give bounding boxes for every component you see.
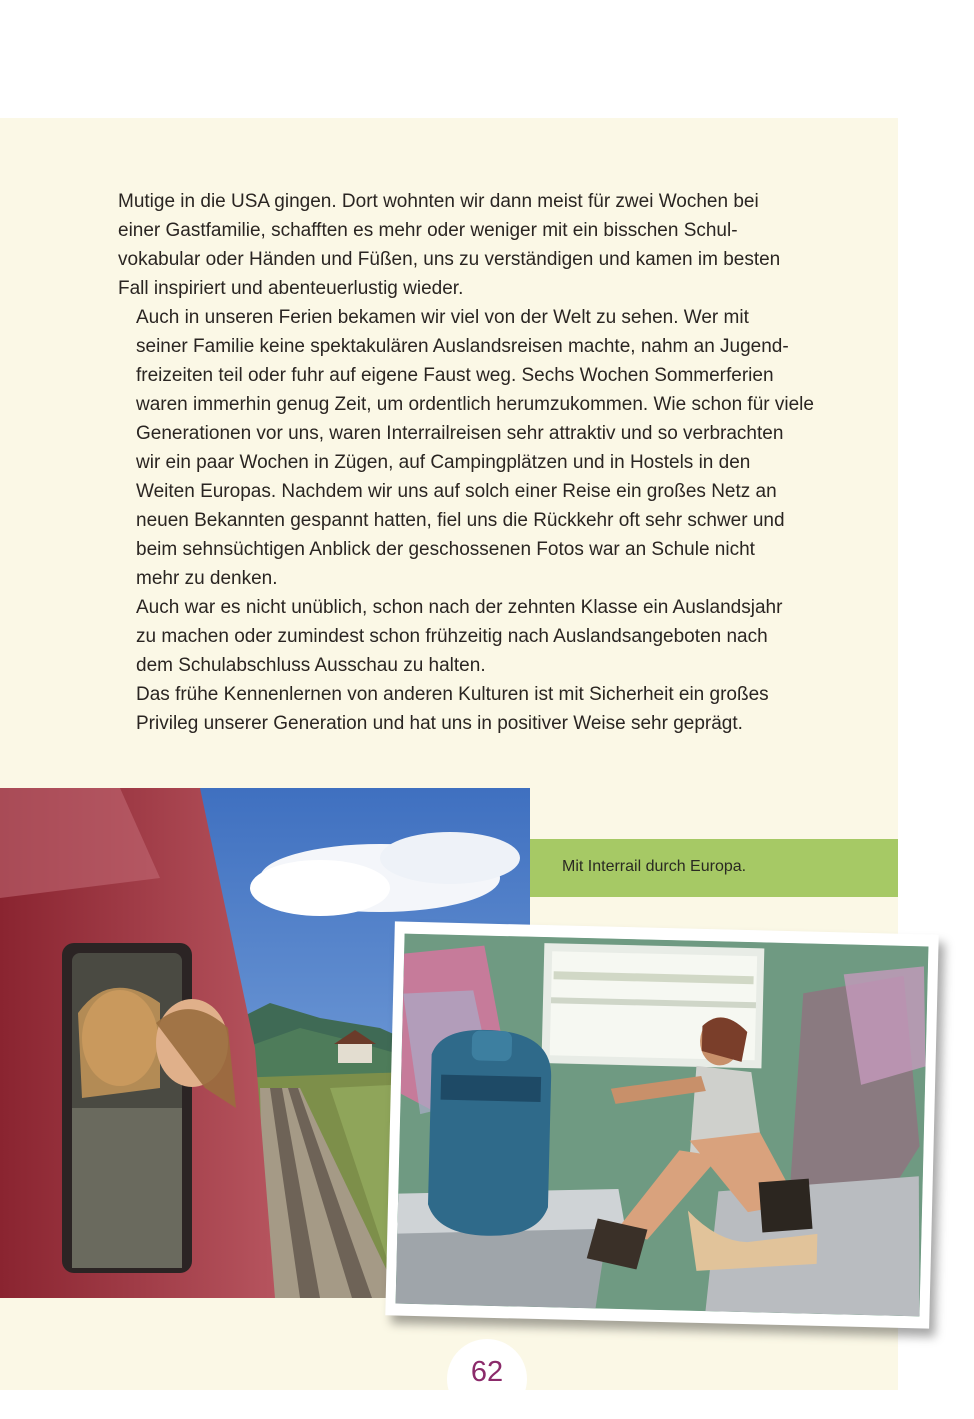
article-paragraph [118, 187, 878, 303]
text-line: Auch in unseren Ferien bekamen wir viel von der Welt zu sehen. Wer mit [136, 307, 749, 328]
text-line: Fall inspiriert und abenteuerlustig wieder. [118, 278, 464, 299]
text-line: seiner Familie keine spektakulären Auslandsreisen machte, nahm an Jugend- [136, 336, 789, 357]
text-line: neuen Bekannten gespannt hatten, fiel uns die Rückkehr oft sehr schwer und [136, 510, 785, 531]
article-body [118, 187, 878, 738]
text-line: Auch war es nicht unüblich, schon nach der zehnten Klasse ein Auslandsjahr [136, 597, 783, 618]
article-paragraph [118, 303, 878, 593]
text-line: freizeiten teil oder fuhr auf eigene Faust weg. Sechs Wochen Sommerferien [136, 365, 774, 386]
page-number-badge [447, 1339, 527, 1419]
text-line: waren immerhin genug Zeit, um ordentlich herumzukommen. Wie schon für viele [136, 394, 814, 415]
photo-caption: Mit Interrail durch Europa. [562, 858, 747, 875]
text-line: Das frühe Kennenlernen von anderen Kulturen ist mit Sicherheit ein großes [136, 684, 769, 705]
text-line: zu machen oder zumindest schon frühzeitig nach Auslandsangeboten nach [136, 626, 768, 647]
article-paragraph [118, 593, 878, 680]
text-line: mehr zu denken. [136, 568, 278, 589]
photo-train-compartment [396, 934, 929, 1317]
photo-train-compartment-illustration [396, 934, 929, 1317]
text-line: Generationen vor uns, waren Interrailreisen sehr attraktiv und so verbrachten [136, 423, 784, 444]
article-paragraph [118, 680, 878, 738]
text-line: dem Schulabschluss Ausschau zu halten. [136, 655, 486, 676]
text-line: vokabular oder Händen und Füßen, uns zu verständigen und kamen im besten [118, 249, 781, 270]
page-number: 62 [470, 1356, 504, 1388]
text-line: Privileg unserer Generation und hat uns in positiver Weise sehr geprägt. [136, 713, 743, 734]
text-line: einer Gastfamilie, schafften es mehr oder weniger mit ein bisschen Schul- [118, 220, 738, 241]
text-line: Weiten Europas. Nachdem wir uns auf solch einer Reise ein großes Netz an [136, 481, 777, 502]
text-line: beim sehnsüchtigen Anblick der geschossenen Fotos war an Schule nicht [136, 539, 755, 560]
text-line: wir ein paar Wochen in Zügen, auf Campingplätzen und in Hostels in den [136, 452, 751, 473]
photo-caption-bar [530, 839, 898, 897]
text-line: Mutige in die USA gingen. Dort wohnten wir dann meist für zwei Wochen bei [118, 191, 759, 212]
photo-compartment-frame [385, 921, 938, 1328]
